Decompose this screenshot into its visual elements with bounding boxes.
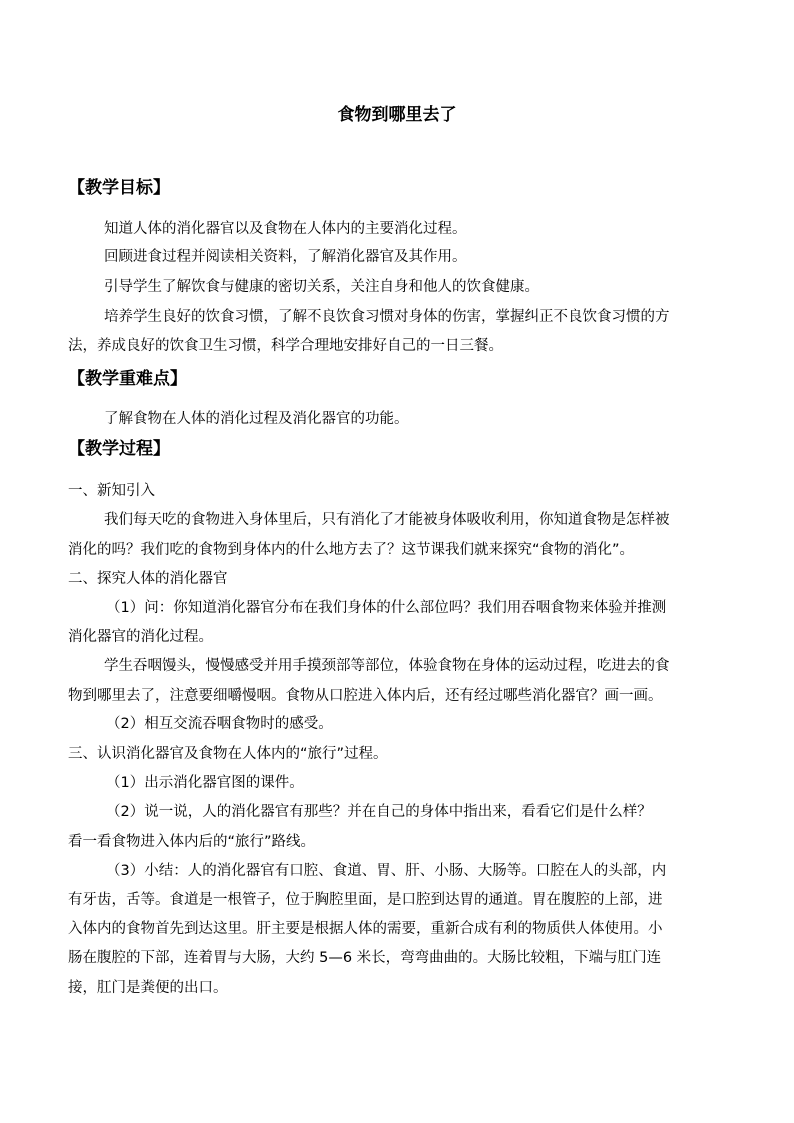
process-line-6: 消化器官的消化过程。 xyxy=(68,629,213,645)
section-heading-key-points: 【教学重难点】 xyxy=(68,369,187,389)
process-line-4: 二、探究人体的消化器官 xyxy=(68,571,228,587)
document-title: 食物到哪里去了 xyxy=(337,105,457,125)
process-line-15: 有牙齿，舌等。食道是一根管子，位于胸腔里面，是口腔到达胃的通道。胃在腹腔的上部，进 xyxy=(68,892,663,908)
process-line-5: （1）问：你知道消化器官分布在我们身体的什么部位吗？我们用吞咽食物来体验并推测 xyxy=(106,600,667,616)
process-line-11: （1）出示消化器官图的课件。 xyxy=(106,775,304,791)
goals-line-5: 法，养成良好的饮食卫生习惯，科学合理地安排好自己的一日三餐。 xyxy=(68,338,503,354)
process-line-10: 三、认识消化器官及食物在人体内的“旅行”过程。 xyxy=(68,746,388,762)
process-line-9: （2）相互交流吞咽食物时的感受。 xyxy=(106,716,333,732)
process-line-18: 接，肛门是粪便的出口。 xyxy=(68,980,228,996)
process-line-1: 一、新知引入 xyxy=(68,483,155,499)
section-heading-process: 【教学过程】 xyxy=(68,439,170,459)
process-line-14: （3）小结：人的消化器官有口腔、食道、胃、肝、小肠、大肠等。口腔在人的头部，内 xyxy=(106,863,667,879)
process-line-8: 物到哪里去了，注意要细嚼慢咽。食物从口腔进入体内后，还有经过哪些消化器官？画一画。 xyxy=(68,688,663,704)
process-line-16: 入体内的食物首先到达这里。肝主要是根据人体的需要，重新合成有利的物质供人体使用。小 xyxy=(68,921,663,937)
section-heading-goals: 【教学目标】 xyxy=(68,178,170,198)
process-line-3: 消化的吗？我们吃的食物到身体内的什么地方去了？这节课我们就来探究“食物的消化”。 xyxy=(68,542,635,558)
process-line-7: 学生吞咽馒头，慢慢感受并用手摸颈部等部位，体验食物在身体的运动过程，吃进去的食 xyxy=(104,658,670,674)
process-line-12: （2）说一说，人的消化器官有那些？并在自己的身体中指出来，看看它们是什么样？ xyxy=(106,804,652,820)
goals-line-4: 培养学生良好的饮食习惯，了解不良饮食习惯对身体的伤害，掌握纠正不良饮食习惯的方 xyxy=(104,309,670,325)
process-line-2: 我们每天吃的食物进入身体里后，只有消化了才能被身体吸收利用，你知道食物是怎样被 xyxy=(104,512,670,528)
process-line-17: 肠在腹腔的下部，连着胃与大肠，大约 5—6 米长，弯弯曲曲的。大肠比较粗，下端与肛门连 xyxy=(68,950,662,966)
goals-line-1: 知道人体的消化器官以及食物在人体内的主要消化过程。 xyxy=(104,221,467,237)
goals-line-2: 回顾进食过程并阅读相关资料，了解消化器官及其作用。 xyxy=(104,249,467,265)
goals-line-3: 引导学生了解饮食与健康的密切关系，关注自身和他人的饮食健康。 xyxy=(104,279,539,295)
process-line-13: 看一看食物进入体内后的“旅行”路线。 xyxy=(68,834,316,850)
key-points-line-1: 了解食物在人体的消化过程及消化器官的功能。 xyxy=(104,411,409,427)
